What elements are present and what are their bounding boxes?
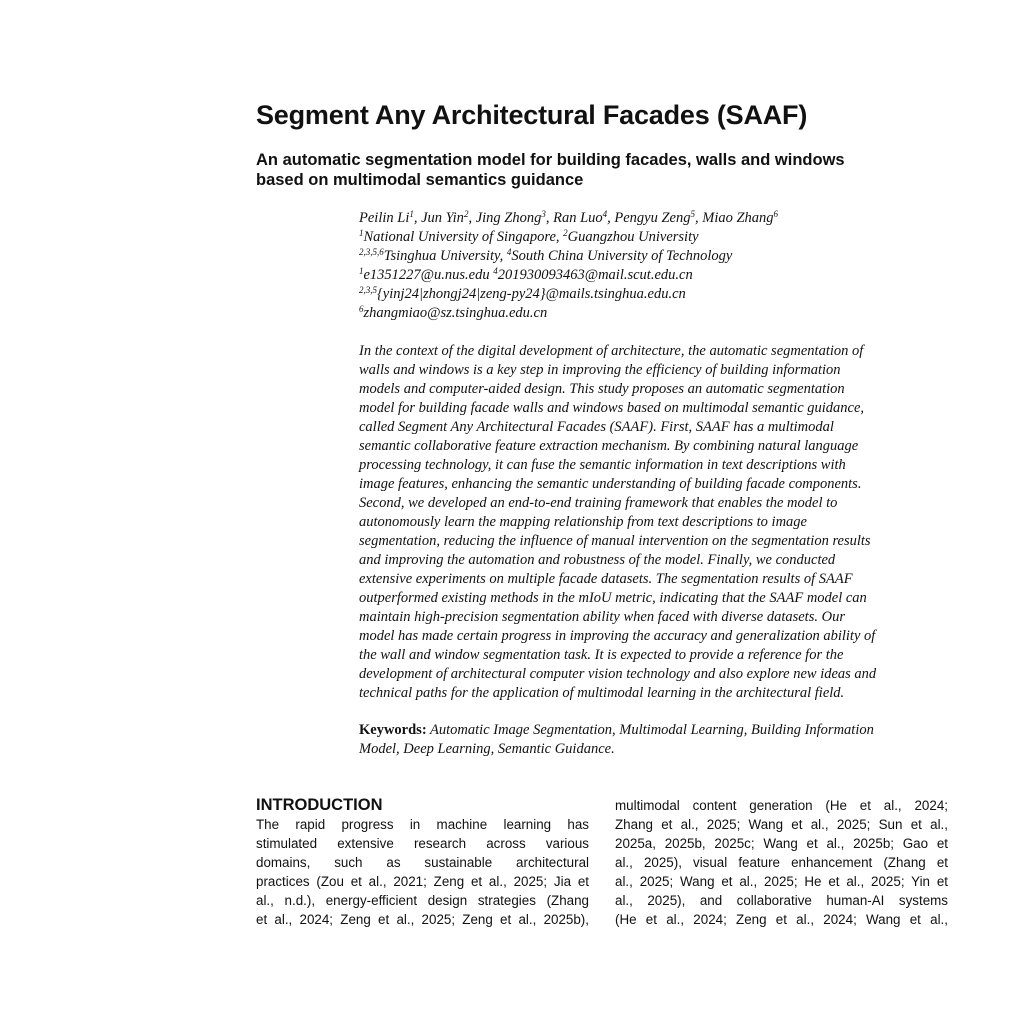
keywords-line xyxy=(359,721,949,740)
body-text-line: al., 2025; Wang et al., 2025; He et al., 2025; Yin et xyxy=(615,874,948,889)
keywords-label: Keywords: xyxy=(359,722,427,738)
author-name: Jun Yin xyxy=(421,210,464,226)
email-text[interactable]: 201930093463@mail.scut.edu.cn xyxy=(497,267,693,283)
subtitle-line: based on multimodal semantics guidance xyxy=(256,171,584,189)
affiliation-text: Tsinghua University, xyxy=(383,248,507,264)
email-line xyxy=(359,304,959,323)
body-text-line: multimodal content generation (He et al., 2024; xyxy=(615,798,948,813)
abstract xyxy=(359,342,943,703)
abstract-line: outperformed existing methods in the mIoU metric, indicating that the SAAF model can xyxy=(359,590,867,606)
email-sup: 2,3,5 xyxy=(359,285,377,295)
body-text-line: The rapid progress in machine learning has xyxy=(256,817,589,832)
author-name: Miao Zhang xyxy=(702,210,774,226)
body-text-line: (He et al., 2024; Zeng et al., 2024; Wang et al., xyxy=(615,912,948,927)
intro-left-body xyxy=(256,815,589,929)
email-line xyxy=(359,266,959,285)
abstract-line: In the context of the digital development of architecture, the automatic segmentation of xyxy=(359,343,864,359)
author-name: Peilin Li xyxy=(359,210,410,226)
paper-subtitle xyxy=(256,150,936,190)
intro-right-body xyxy=(615,796,948,929)
author-sup: 6 xyxy=(773,209,779,219)
author-names: Peilin Li$^1$, Jun Yin$^2$, Jing Zhong$^3$, Ran Luo$^4$, Pengyu Zeng$^5$, Miao Zhang$^6$ xyxy=(359,209,779,226)
author-name: Ran Luo xyxy=(553,210,603,226)
email-line xyxy=(359,285,959,304)
author-name: Pengyu Zeng xyxy=(614,210,691,226)
abstract-line: and improving the automation and robustness of the model. Finally, we conducted xyxy=(359,552,836,568)
intro-right-column xyxy=(615,796,948,929)
abstract-line: Second, we developed an end-to-end training framework that enables the model to xyxy=(359,495,838,511)
email-text[interactable]: zhangmiao@sz.tsinghua.edu.cn xyxy=(363,305,548,321)
body-text-line: domains, such as sustainable architectural xyxy=(256,855,589,870)
abstract-line: called Segment Any Architectural Facades (SAAF). First, SAAF has a multimodal xyxy=(359,419,834,435)
section-heading-introduction: INTRODUCTION xyxy=(256,796,383,814)
abstract-line: model has made certain progress in improving the accuracy and generalization ability of xyxy=(359,628,876,644)
author-name: Jing Zhong xyxy=(475,210,542,226)
body-text-line: al., n.d.), energy-efficient design strategies (Zhang xyxy=(256,893,589,908)
abstract-line: segmentation, reducing the influence of manual intervention on the segmentation results xyxy=(359,533,871,549)
keywords-text: Automatic Image Segmentation, Multimodal Learning, Building Information xyxy=(426,722,874,738)
author-sup: 4 xyxy=(602,209,608,219)
abstract-line: the wall and window segmentation task. It is expected to provide a reference for the xyxy=(359,647,844,663)
abstract-line: model for building facade walls and windows based on multimodal semantic guidance, xyxy=(359,400,865,416)
email-text[interactable]: {yinj24|zhongj24|zeng-py24}@mails.tsinghua.edu.cn xyxy=(377,286,686,302)
author-sup: 2 xyxy=(463,209,469,219)
email-sup: 1 xyxy=(359,266,364,276)
body-text-line: al., 2025), visual feature enhancement (Zhang et xyxy=(615,855,948,870)
abstract-line: maintain high-precision segmentation ability when faced with diverse datasets. Our xyxy=(359,609,845,625)
email-sup: 6 xyxy=(359,304,364,314)
affiliation-text: Guangzhou University xyxy=(567,229,699,245)
body-text-line: al., 2025), and collaborative human-AI systems xyxy=(615,893,948,908)
abstract-line: models and computer-aided design. This study proposes an automatic segmentation xyxy=(359,381,845,397)
authors-block xyxy=(359,209,959,323)
email-sup: 4 xyxy=(493,266,498,276)
affiliation-line xyxy=(359,228,959,247)
affiliation-line xyxy=(359,247,959,266)
abstract-line: walls and windows is a key step in improving the efficiency of building information xyxy=(359,362,841,378)
body-text-line: practices (Zou et al., 2021; Zeng et al., 2025; Jia et xyxy=(256,874,589,889)
author-sup: 1 xyxy=(409,209,414,219)
keywords-line: Model, Deep Learning, Semantic Guidance. xyxy=(359,741,615,757)
abstract-line: extensive experiments on multiple facade datasets. The segmentation results of SAAF xyxy=(359,571,853,587)
abstract-line: development of architectural computer vision technology and also explore new ideas and xyxy=(359,666,877,682)
affiliation-text: National University of Singapore, xyxy=(363,229,564,245)
body-text-line: 2025a, 2025b, 2025c; Wang et al., 2025b; Gao et xyxy=(615,836,948,851)
affiliation-text: South China University of Technology xyxy=(511,248,733,264)
body-text-line: et al., 2024; Zeng et al., 2025; Zeng et al., 2025b), xyxy=(256,912,589,927)
affiliation-sup: 4 xyxy=(506,247,512,257)
abstract-line: technical paths for the application of multimodal learning in the architectural field. xyxy=(359,685,845,701)
author-sup: 3 xyxy=(541,209,546,219)
keywords xyxy=(359,721,949,759)
abstract-line: image features, enhancing the semantic understanding of building facade components. xyxy=(359,476,862,492)
author-sup: 5 xyxy=(690,209,695,219)
body-text-line: Zhang et al., 2025; Wang et al., 2025; Sun et al., xyxy=(615,817,948,832)
email-text[interactable]: e1351227@u.nus.edu xyxy=(363,267,494,283)
abstract-line: autonomously learn the mapping relationship from text descriptions to image xyxy=(359,514,807,530)
abstract-line: semantic collaborative feature extraction mechanism. By combining natural language xyxy=(359,438,859,454)
intro-left-column xyxy=(256,796,589,929)
abstract-line: processing technology, it can fuse the semantic information in text descriptions with xyxy=(359,457,846,473)
affiliation-sup: 2,3,5,6 xyxy=(359,247,384,257)
body-text-line: stimulated extensive research across various xyxy=(256,836,589,851)
affiliation-sup: 2 xyxy=(563,228,568,238)
affiliation-sup: 1 xyxy=(359,228,364,238)
subtitle-line: An automatic segmentation model for building facades, walls and windows xyxy=(256,151,845,169)
paper-title: Segment Any Architectural Facades (SAAF) xyxy=(256,100,808,130)
